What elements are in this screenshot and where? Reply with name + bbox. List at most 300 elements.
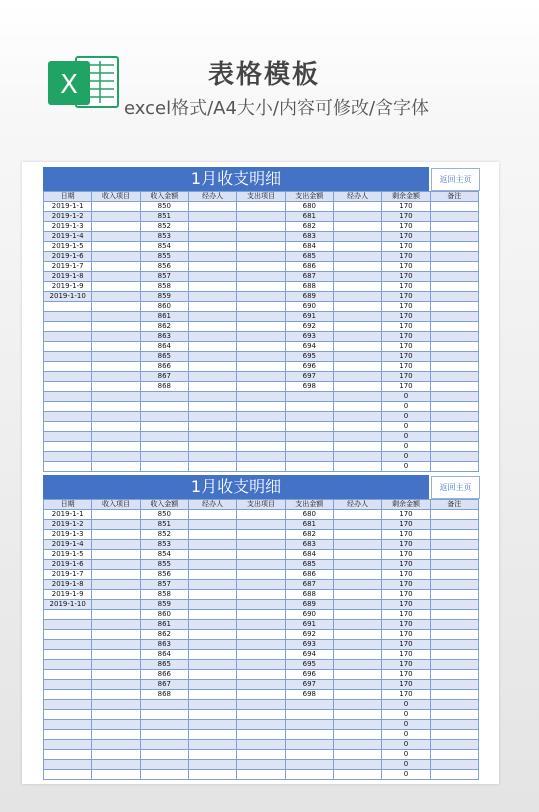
table-cell[interactable]: 2019-1-10 (44, 600, 92, 610)
table-cell[interactable] (430, 232, 478, 242)
table-cell[interactable]: 683 (285, 232, 333, 242)
table-cell[interactable]: 692 (285, 630, 333, 640)
table-cell[interactable]: 2019-1-7 (44, 570, 92, 580)
table-cell[interactable] (44, 710, 92, 720)
table-cell[interactable]: 170 (382, 530, 430, 540)
table-cell[interactable]: 691 (285, 620, 333, 630)
table-cell[interactable]: 170 (382, 620, 430, 630)
table-cell[interactable] (188, 392, 236, 402)
table-cell[interactable]: 0 (382, 760, 430, 770)
table-cell[interactable] (188, 372, 236, 382)
table-cell[interactable] (237, 222, 285, 232)
table-cell[interactable]: 681 (285, 212, 333, 222)
table-cell[interactable] (92, 750, 140, 760)
table-cell[interactable] (92, 322, 140, 332)
table-cell[interactable] (188, 610, 236, 620)
table-cell[interactable]: 690 (285, 302, 333, 312)
table-cell[interactable] (92, 312, 140, 322)
table-cell[interactable] (237, 510, 285, 520)
table-cell[interactable] (140, 700, 188, 710)
table-cell[interactable] (44, 402, 92, 412)
table-cell[interactable] (237, 382, 285, 392)
table-cell[interactable]: 868 (140, 690, 188, 700)
table-cell[interactable] (92, 720, 140, 730)
table-cell[interactable] (430, 412, 478, 422)
table-cell[interactable]: 695 (285, 660, 333, 670)
table-cell[interactable]: 170 (382, 690, 430, 700)
table-cell[interactable]: 866 (140, 670, 188, 680)
table-cell[interactable] (430, 750, 478, 760)
table-cell[interactable] (237, 750, 285, 760)
table-cell[interactable] (285, 452, 333, 462)
table-cell[interactable] (92, 550, 140, 560)
table-cell[interactable] (188, 590, 236, 600)
table-cell[interactable]: 2019-1-4 (44, 540, 92, 550)
table-cell[interactable]: 2019-1-3 (44, 222, 92, 232)
table-cell[interactable] (92, 242, 140, 252)
table-cell[interactable] (92, 362, 140, 372)
table-cell[interactable] (430, 342, 478, 352)
table-cell[interactable] (333, 372, 381, 382)
table-cell[interactable]: 862 (140, 322, 188, 332)
table-cell[interactable]: 2019-1-9 (44, 282, 92, 292)
table-cell[interactable] (333, 560, 381, 570)
table-cell[interactable] (44, 750, 92, 760)
table-cell[interactable] (333, 540, 381, 550)
table-cell[interactable]: 170 (382, 640, 430, 650)
table-cell[interactable] (333, 412, 381, 422)
table-cell[interactable] (430, 730, 478, 740)
table-cell[interactable] (430, 462, 478, 472)
table-cell[interactable]: 170 (382, 680, 430, 690)
table-cell[interactable] (333, 352, 381, 362)
table-cell[interactable] (188, 272, 236, 282)
table-cell[interactable] (430, 322, 478, 332)
table-cell[interactable] (285, 392, 333, 402)
table-cell[interactable] (92, 510, 140, 520)
table-cell[interactable]: 0 (382, 442, 430, 452)
table-cell[interactable] (92, 530, 140, 540)
table-cell[interactable] (333, 710, 381, 720)
table-cell[interactable]: 866 (140, 362, 188, 372)
table-cell[interactable]: 865 (140, 660, 188, 670)
table-cell[interactable] (44, 760, 92, 770)
table-cell[interactable]: 0 (382, 700, 430, 710)
table-cell[interactable] (44, 452, 92, 462)
table-cell[interactable]: 853 (140, 540, 188, 550)
table-cell[interactable] (430, 740, 478, 750)
table-cell[interactable] (92, 262, 140, 272)
table-cell[interactable] (92, 382, 140, 392)
table-cell[interactable] (44, 342, 92, 352)
table-cell[interactable]: 2019-1-4 (44, 232, 92, 242)
table-cell[interactable] (44, 690, 92, 700)
table-cell[interactable]: 857 (140, 580, 188, 590)
table-cell[interactable]: 868 (140, 382, 188, 392)
table-cell[interactable]: 170 (382, 272, 430, 282)
table-cell[interactable] (237, 550, 285, 560)
table-cell[interactable] (92, 232, 140, 242)
table-cell[interactable] (430, 292, 478, 302)
table-cell[interactable] (237, 720, 285, 730)
table-cell[interactable]: 170 (382, 510, 430, 520)
table-cell[interactable] (237, 760, 285, 770)
table-cell[interactable] (44, 670, 92, 680)
table-cell[interactable]: 858 (140, 590, 188, 600)
table-cell[interactable] (92, 252, 140, 262)
table-cell[interactable] (188, 770, 236, 780)
table-cell[interactable] (430, 690, 478, 700)
table-cell[interactable] (92, 432, 140, 442)
table-cell[interactable] (237, 540, 285, 550)
table-cell[interactable]: 0 (382, 462, 430, 472)
table-cell[interactable]: 170 (382, 630, 430, 640)
table-cell[interactable]: 863 (140, 332, 188, 342)
table-cell[interactable] (237, 630, 285, 640)
table-cell[interactable]: 695 (285, 352, 333, 362)
table-cell[interactable] (44, 610, 92, 620)
table-cell[interactable]: 2019-1-2 (44, 212, 92, 222)
table-cell[interactable] (237, 362, 285, 372)
table-cell[interactable]: 685 (285, 560, 333, 570)
table-cell[interactable] (44, 382, 92, 392)
table-cell[interactable] (188, 510, 236, 520)
table-cell[interactable] (333, 570, 381, 580)
table-cell[interactable] (333, 362, 381, 372)
table-cell[interactable] (92, 342, 140, 352)
table-cell[interactable]: 2019-1-10 (44, 292, 92, 302)
table-cell[interactable] (430, 720, 478, 730)
table-cell[interactable]: 170 (382, 282, 430, 292)
table-cell[interactable]: 170 (382, 332, 430, 342)
table-cell[interactable] (430, 392, 478, 402)
table-cell[interactable]: 0 (382, 412, 430, 422)
table-cell[interactable] (285, 700, 333, 710)
table-cell[interactable]: 681 (285, 520, 333, 530)
table-cell[interactable] (333, 650, 381, 660)
table-cell[interactable] (92, 670, 140, 680)
table-cell[interactable] (44, 620, 92, 630)
table-cell[interactable]: 685 (285, 252, 333, 262)
table-cell[interactable] (285, 740, 333, 750)
table-cell[interactable] (430, 282, 478, 292)
table-cell[interactable] (92, 222, 140, 232)
table-cell[interactable] (140, 770, 188, 780)
table-cell[interactable]: 170 (382, 580, 430, 590)
table-cell[interactable] (430, 550, 478, 560)
table-cell[interactable] (188, 442, 236, 452)
table-cell[interactable] (188, 680, 236, 690)
table-cell[interactable]: 856 (140, 262, 188, 272)
table-cell[interactable] (44, 392, 92, 402)
table-cell[interactable] (285, 710, 333, 720)
table-cell[interactable]: 170 (382, 252, 430, 262)
table-cell[interactable]: 2019-1-6 (44, 560, 92, 570)
table-cell[interactable] (237, 342, 285, 352)
table-cell[interactable] (140, 412, 188, 422)
table-cell[interactable] (188, 412, 236, 422)
table-cell[interactable] (430, 242, 478, 252)
table-cell[interactable] (44, 640, 92, 650)
table-cell[interactable] (430, 402, 478, 412)
table-cell[interactable]: 867 (140, 680, 188, 690)
table-cell[interactable]: 0 (382, 402, 430, 412)
table-cell[interactable] (430, 580, 478, 590)
table-cell[interactable] (333, 342, 381, 352)
table-cell[interactable]: 854 (140, 242, 188, 252)
table-cell[interactable] (92, 202, 140, 212)
table-cell[interactable] (430, 382, 478, 392)
table-cell[interactable] (237, 650, 285, 660)
table-cell[interactable] (333, 510, 381, 520)
table-cell[interactable] (237, 710, 285, 720)
table-cell[interactable] (44, 362, 92, 372)
table-cell[interactable]: 686 (285, 262, 333, 272)
table-cell[interactable] (237, 570, 285, 580)
table-cell[interactable] (237, 660, 285, 670)
table-cell[interactable]: 0 (382, 740, 430, 750)
table-cell[interactable]: 2019-1-1 (44, 202, 92, 212)
table-cell[interactable]: 170 (382, 362, 430, 372)
table-cell[interactable] (333, 580, 381, 590)
table-cell[interactable] (92, 740, 140, 750)
table-cell[interactable] (188, 630, 236, 640)
table-cell[interactable] (430, 432, 478, 442)
table-cell[interactable] (92, 630, 140, 640)
table-cell[interactable] (333, 282, 381, 292)
table-cell[interactable] (92, 560, 140, 570)
table-cell[interactable]: 0 (382, 750, 430, 760)
table-cell[interactable] (333, 222, 381, 232)
table-cell[interactable] (188, 570, 236, 580)
table-cell[interactable] (92, 392, 140, 402)
table-cell[interactable]: 170 (382, 650, 430, 660)
table-cell[interactable] (92, 412, 140, 422)
table-cell[interactable] (333, 312, 381, 322)
table-cell[interactable]: 688 (285, 282, 333, 292)
table-cell[interactable] (333, 212, 381, 222)
table-cell[interactable]: 861 (140, 312, 188, 322)
table-cell[interactable] (430, 540, 478, 550)
table-cell[interactable]: 696 (285, 362, 333, 372)
table-cell[interactable] (237, 272, 285, 282)
table-cell[interactable] (188, 462, 236, 472)
table-cell[interactable] (430, 770, 478, 780)
table-cell[interactable] (92, 620, 140, 630)
table-cell[interactable] (285, 462, 333, 472)
table-cell[interactable] (188, 202, 236, 212)
table-cell[interactable] (237, 252, 285, 262)
table-cell[interactable] (333, 520, 381, 530)
table-cell[interactable] (333, 462, 381, 472)
table-cell[interactable] (285, 422, 333, 432)
table-cell[interactable]: 170 (382, 262, 430, 272)
table-cell[interactable] (333, 202, 381, 212)
table-cell[interactable]: 170 (382, 382, 430, 392)
table-cell[interactable] (333, 530, 381, 540)
table-cell[interactable] (285, 750, 333, 760)
table-cell[interactable] (333, 272, 381, 282)
table-cell[interactable] (430, 670, 478, 680)
table-cell[interactable] (430, 362, 478, 372)
table-cell[interactable] (237, 262, 285, 272)
table-cell[interactable] (333, 322, 381, 332)
table-cell[interactable] (333, 720, 381, 730)
table-cell[interactable] (44, 630, 92, 640)
table-cell[interactable]: 692 (285, 322, 333, 332)
table-cell[interactable]: 2019-1-3 (44, 530, 92, 540)
table-cell[interactable] (333, 620, 381, 630)
table-cell[interactable] (237, 212, 285, 222)
table-cell[interactable] (92, 372, 140, 382)
table-cell[interactable] (237, 730, 285, 740)
table-cell[interactable]: 0 (382, 422, 430, 432)
table-cell[interactable] (285, 412, 333, 422)
table-cell[interactable] (237, 580, 285, 590)
table-cell[interactable]: 865 (140, 352, 188, 362)
table-cell[interactable]: 680 (285, 510, 333, 520)
table-cell[interactable] (140, 462, 188, 472)
table-cell[interactable] (140, 720, 188, 730)
table-cell[interactable] (188, 620, 236, 630)
table-cell[interactable] (188, 710, 236, 720)
table-cell[interactable]: 698 (285, 690, 333, 700)
table-cell[interactable] (333, 770, 381, 780)
back-to-home-button[interactable]: 返回主页 (431, 476, 480, 499)
table-cell[interactable] (430, 590, 478, 600)
table-cell[interactable] (333, 332, 381, 342)
table-cell[interactable] (92, 650, 140, 660)
table-cell[interactable] (188, 422, 236, 432)
table-cell[interactable]: 170 (382, 242, 430, 252)
table-cell[interactable]: 0 (382, 432, 430, 442)
table-cell[interactable] (92, 660, 140, 670)
table-cell[interactable]: 682 (285, 530, 333, 540)
table-cell[interactable]: 863 (140, 640, 188, 650)
table-cell[interactable] (430, 302, 478, 312)
table-cell[interactable] (188, 540, 236, 550)
table-cell[interactable]: 859 (140, 600, 188, 610)
table-cell[interactable] (285, 760, 333, 770)
table-cell[interactable]: 850 (140, 510, 188, 520)
table-cell[interactable] (237, 740, 285, 750)
table-cell[interactable] (333, 550, 381, 560)
table-cell[interactable] (188, 292, 236, 302)
table-cell[interactable]: 170 (382, 222, 430, 232)
table-cell[interactable] (44, 332, 92, 342)
table-cell[interactable]: 857 (140, 272, 188, 282)
table-cell[interactable]: 850 (140, 202, 188, 212)
table-cell[interactable] (333, 402, 381, 412)
table-cell[interactable]: 680 (285, 202, 333, 212)
table-cell[interactable]: 862 (140, 630, 188, 640)
table-cell[interactable] (188, 660, 236, 670)
table-cell[interactable] (92, 710, 140, 720)
table-cell[interactable] (285, 442, 333, 452)
table-cell[interactable] (333, 442, 381, 452)
table-cell[interactable] (140, 432, 188, 442)
table-cell[interactable] (140, 452, 188, 462)
table-cell[interactable] (140, 442, 188, 452)
table-cell[interactable] (333, 302, 381, 312)
table-cell[interactable] (430, 640, 478, 650)
table-cell[interactable] (430, 570, 478, 580)
table-cell[interactable] (44, 660, 92, 670)
table-cell[interactable] (430, 452, 478, 462)
table-cell[interactable] (92, 520, 140, 530)
table-cell[interactable] (44, 422, 92, 432)
table-cell[interactable]: 696 (285, 670, 333, 680)
table-cell[interactable] (92, 610, 140, 620)
table-cell[interactable] (188, 452, 236, 462)
table-cell[interactable] (430, 332, 478, 342)
table-cell[interactable]: 170 (382, 312, 430, 322)
table-cell[interactable]: 170 (382, 610, 430, 620)
table-cell[interactable] (140, 740, 188, 750)
table-cell[interactable]: 2019-1-7 (44, 262, 92, 272)
table-cell[interactable]: 170 (382, 590, 430, 600)
table-cell[interactable] (430, 262, 478, 272)
table-cell[interactable] (188, 600, 236, 610)
table-cell[interactable] (188, 760, 236, 770)
table-cell[interactable] (333, 740, 381, 750)
table-cell[interactable] (92, 540, 140, 550)
back-to-home-button[interactable]: 返回主页 (431, 168, 480, 191)
table-cell[interactable] (285, 720, 333, 730)
table-cell[interactable]: 698 (285, 382, 333, 392)
table-cell[interactable] (188, 740, 236, 750)
table-cell[interactable] (430, 422, 478, 432)
table-cell[interactable] (333, 432, 381, 442)
table-cell[interactable] (188, 322, 236, 332)
table-cell[interactable] (188, 352, 236, 362)
table-cell[interactable]: 691 (285, 312, 333, 322)
table-cell[interactable] (237, 610, 285, 620)
table-cell[interactable] (333, 700, 381, 710)
table-cell[interactable] (92, 332, 140, 342)
table-cell[interactable]: 2019-1-6 (44, 252, 92, 262)
table-cell[interactable] (92, 600, 140, 610)
table-cell[interactable] (188, 550, 236, 560)
table-cell[interactable]: 852 (140, 222, 188, 232)
table-cell[interactable] (333, 750, 381, 760)
table-cell[interactable] (140, 760, 188, 770)
table-cell[interactable] (188, 282, 236, 292)
table-cell[interactable] (92, 462, 140, 472)
table-cell[interactable] (333, 640, 381, 650)
table-cell[interactable] (430, 212, 478, 222)
table-cell[interactable] (333, 292, 381, 302)
table-cell[interactable]: 170 (382, 342, 430, 352)
table-cell[interactable] (237, 402, 285, 412)
table-cell[interactable] (430, 222, 478, 232)
table-cell[interactable]: 686 (285, 570, 333, 580)
table-cell[interactable]: 851 (140, 520, 188, 530)
table-cell[interactable] (188, 530, 236, 540)
table-cell[interactable] (92, 282, 140, 292)
table-cell[interactable] (140, 730, 188, 740)
table-cell[interactable]: 0 (382, 730, 430, 740)
table-cell[interactable] (237, 322, 285, 332)
table-cell[interactable] (333, 392, 381, 402)
table-cell[interactable]: 170 (382, 212, 430, 222)
table-cell[interactable] (333, 600, 381, 610)
table-cell[interactable] (237, 392, 285, 402)
table-cell[interactable]: 687 (285, 272, 333, 282)
table-cell[interactable] (430, 520, 478, 530)
table-cell[interactable] (430, 272, 478, 282)
table-cell[interactable]: 856 (140, 570, 188, 580)
